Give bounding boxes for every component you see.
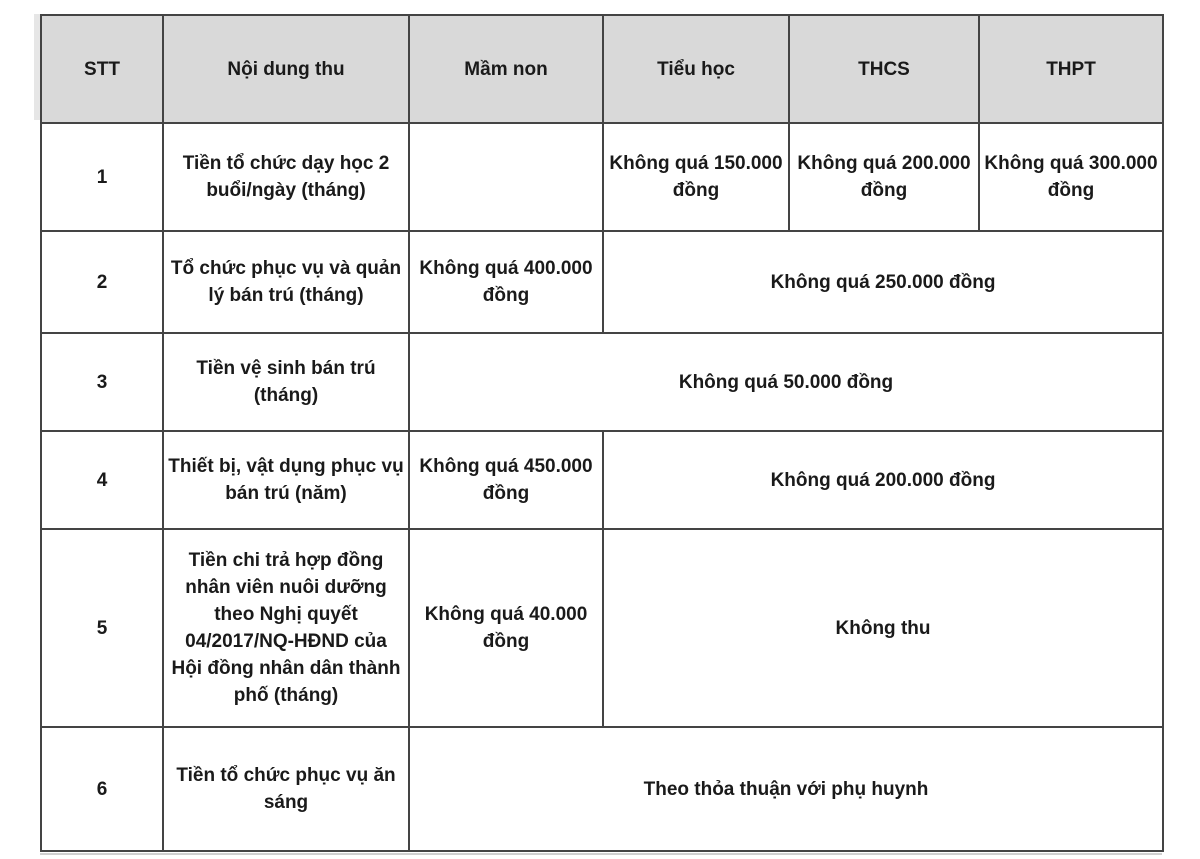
cell-content: Tiền tổ chức dạy học 2 buổi/ngày (tháng) xyxy=(163,123,409,231)
cell-content: Tiền vệ sinh bán trú (tháng) xyxy=(163,333,409,431)
cell-thpt: Không quá 300.000 đồng xyxy=(979,123,1163,231)
cell-all-levels: Theo thỏa thuận với phụ huynh xyxy=(409,727,1163,851)
cell-other-levels: Không thu xyxy=(603,529,1163,727)
table-row xyxy=(41,529,1163,727)
cell-content: Tiền tổ chức phục vụ ăn sáng xyxy=(163,727,409,851)
cell-stt: 4 xyxy=(41,431,163,529)
table-row xyxy=(41,231,1163,333)
header-thcs: THCS xyxy=(789,15,979,123)
table-row xyxy=(41,333,1163,431)
cell-stt: 2 xyxy=(41,231,163,333)
cell-other-levels: Không quá 250.000 đồng xyxy=(603,231,1163,333)
header-mam-non: Mầm non xyxy=(409,15,603,123)
cell-stt: 1 xyxy=(41,123,163,231)
fee-table-container xyxy=(40,14,1162,852)
cell-content: Thiết bị, vật dụng phục vụ bán trú (năm) xyxy=(163,431,409,529)
table-row xyxy=(41,123,1163,231)
cell-content: Tiền chi trả hợp đồng nhân viên nuôi dưỡng theo Nghị quyết 04/2017/NQ-HĐND của Hội đồng nhân dân thành phố (tháng) xyxy=(163,529,409,727)
table-header-row xyxy=(41,15,1163,123)
cell-thcs: Không quá 200.000 đồng xyxy=(789,123,979,231)
cell-all-levels: Không quá 50.000 đồng xyxy=(409,333,1163,431)
header-stt: STT xyxy=(41,15,163,123)
cell-mam-non: Không quá 40.000 đồng xyxy=(409,529,603,727)
header-thpt: THPT xyxy=(979,15,1163,123)
bottom-divider xyxy=(40,853,1162,855)
cell-content: Tổ chức phục vụ và quản lý bán trú (tháng) xyxy=(163,231,409,333)
cell-mam-non: Không quá 400.000 đồng xyxy=(409,231,603,333)
cell-stt: 6 xyxy=(41,727,163,851)
cell-other-levels: Không quá 200.000 đồng xyxy=(603,431,1163,529)
cell-mam-non xyxy=(409,123,603,231)
cell-stt: 5 xyxy=(41,529,163,727)
cell-tieu-hoc: Không quá 150.000 đồng xyxy=(603,123,789,231)
fee-table xyxy=(40,14,1164,852)
table-row xyxy=(41,727,1163,851)
header-tieu-hoc: Tiểu học xyxy=(603,15,789,123)
table-row xyxy=(41,431,1163,529)
header-content: Nội dung thu xyxy=(163,15,409,123)
cell-mam-non: Không quá 450.000 đồng xyxy=(409,431,603,529)
cell-stt: 3 xyxy=(41,333,163,431)
